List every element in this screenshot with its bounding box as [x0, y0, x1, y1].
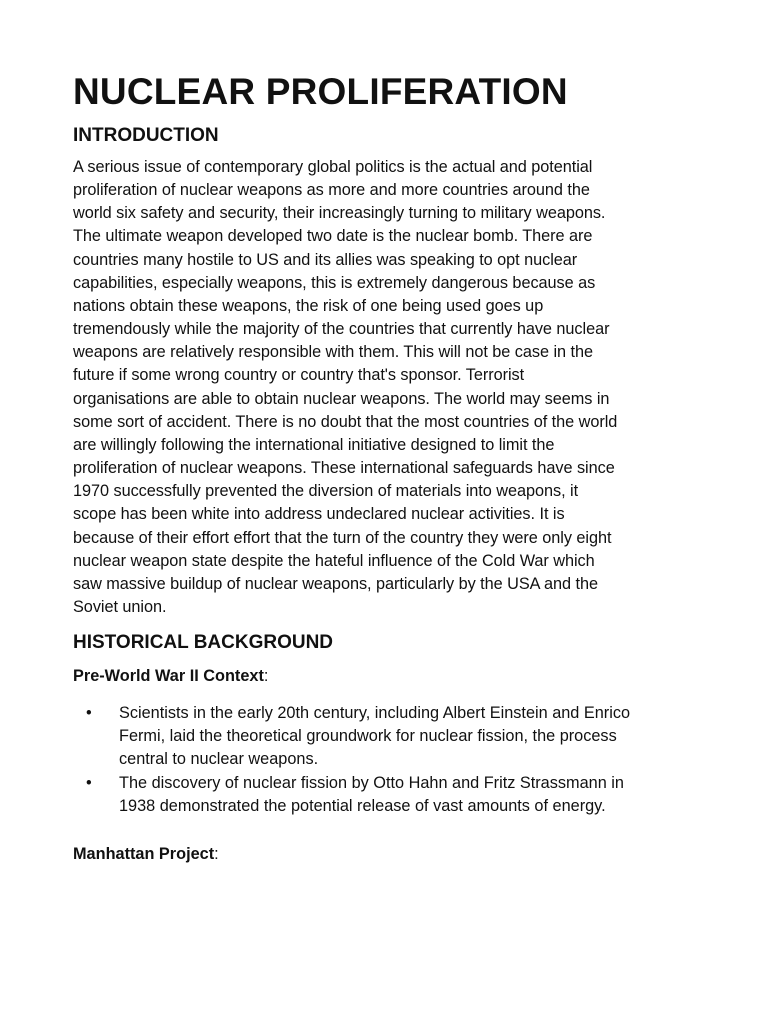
manhattan-colon: : — [214, 844, 219, 863]
paragraph-line: scope has been white into address undeclared nuclear activities. It is — [73, 505, 565, 524]
paragraph-line: nuclear weapon state despite the hateful influence of the Cold War which — [73, 551, 595, 570]
paragraph-line: proliferation of nuclear weapons as more and more countries around the — [73, 181, 590, 200]
pre-ww2-bullet-list — [73, 702, 698, 818]
paragraph-line: saw massive buildup of nuclear weapons, particularly by the USA and the — [73, 574, 598, 593]
bullet-icon: • — [86, 773, 92, 792]
bullet-line: The discovery of nuclear fission by Otto Hahn and Fritz Strassmann in — [119, 773, 624, 792]
pre-ww2-label: Pre-World War II Context — [73, 667, 264, 686]
historical-background-heading: HISTORICAL BACKGROUND — [73, 632, 334, 654]
paragraph-line: A serious issue of contemporary global politics is the actual and potential — [73, 158, 593, 176]
paragraph-line: organisations are able to obtain nuclear weapons. The world may seems in — [73, 389, 610, 408]
paragraph-line: weapons are relatively responsible with them. This will not be case in the — [73, 343, 593, 362]
bullet-line: 1938 demonstrated the potential release of vast amounts of energy. — [119, 796, 606, 815]
manhattan-label: Manhattan Project — [73, 844, 215, 863]
pre-ww2-subheading — [73, 665, 698, 688]
list-item — [73, 702, 698, 771]
paragraph-line: capabilities, especially weapons, this is extremely dangerous because as — [73, 273, 596, 292]
paragraph-line: future if some wrong country or country that's sponsor. Terrorist — [73, 366, 525, 385]
paragraph-line: The ultimate weapon developed two date is the nuclear bomb. There are — [73, 227, 593, 246]
page-title: NUCLEAR PROLIFERATION — [73, 71, 568, 112]
bullet-icon: • — [86, 704, 92, 723]
paragraph-line: Soviet union. — [73, 597, 167, 616]
bullet-line: Scientists in the early 20th century, including Albert Einstein and Enrico — [119, 704, 631, 723]
paragraph-line: because of their effort effort that the turn of the country they were only eight — [73, 528, 612, 547]
list-item — [73, 772, 698, 818]
paragraph-line: 1970 successfully prevented the diversion of materials into weapons, it — [73, 482, 579, 501]
paragraph-line: countries many hostile to US and its allies was speaking to opt nuclear — [73, 250, 578, 269]
paragraph-line: are willingly following the international initiative designed to limit the — [73, 435, 555, 454]
paragraph-line: some sort of accident. There is no doubt that the most countries of the world — [73, 412, 618, 431]
paragraph-line: nations obtain these weapons, the risk of one being used goes up — [73, 296, 544, 315]
bullet-line: Fermi, laid the theoretical groundwork for nuclear fission, the process — [119, 727, 617, 746]
pre-ww2-colon: : — [263, 667, 269, 686]
introduction-heading: INTRODUCTION — [73, 125, 219, 146]
bullet-line: central to nuclear weapons. — [119, 750, 319, 769]
manhattan-subheading — [73, 843, 698, 866]
paragraph-line: proliferation of nuclear weapons. These international safeguards have since — [73, 459, 615, 478]
paragraph-line: world six safety and security, their increasingly turning to military weapons. — [73, 204, 606, 223]
paragraph-line: tremendously while the majority of the countries that currently have nuclear — [73, 320, 610, 339]
introduction-paragraph — [73, 156, 698, 619]
